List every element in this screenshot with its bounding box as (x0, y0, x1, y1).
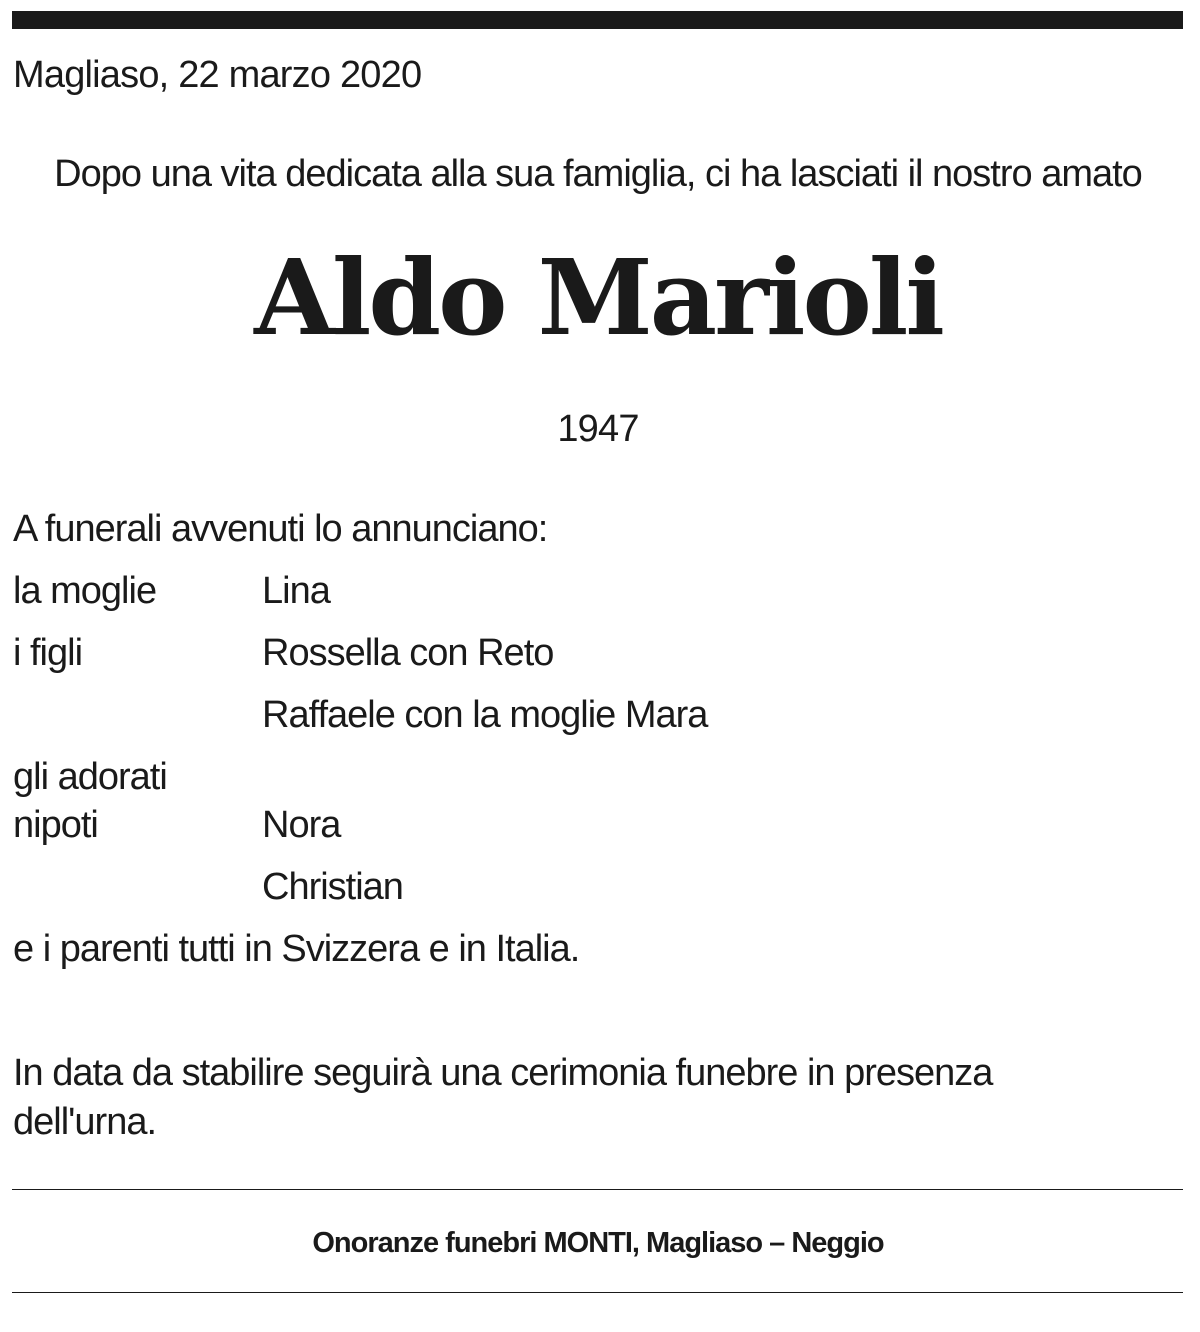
family-relation: nipoti (13, 804, 98, 846)
birth-year: 1947 (557, 408, 639, 450)
footer-bottom-rule (12, 1292, 1183, 1293)
deceased-name: Aldo Marioli (254, 236, 942, 359)
ceremony-text: In data da stabilire seguirà una cerimonia funebre in presenza dell'urna. (13, 1052, 993, 1143)
family-relation: la moglie (13, 570, 157, 612)
relatives-text: e i parenti tutti in Svizzera e in Italia. (13, 928, 580, 970)
family-name: Rossella con Reto (262, 632, 554, 674)
announce-text: A funerali avvenuti lo annunciano: (13, 508, 548, 550)
top-rule (12, 11, 1183, 29)
intro-text: Dopo una vita dedicata alla sua famiglia, ci ha lasciati il nostro amato (54, 153, 1142, 195)
family-name: Raffaele con la moglie Mara (262, 694, 708, 736)
place-date: Magliaso, 22 marzo 2020 (13, 54, 422, 96)
family-name: Lina (262, 570, 330, 612)
funeral-home: Onoranze funebri MONTI, Magliaso – Neggio (312, 1227, 884, 1259)
family-relation: gli adorati (13, 756, 167, 798)
family-relation: i figli (13, 632, 83, 674)
footer-top-rule (12, 1189, 1183, 1190)
family-name: Christian (262, 866, 403, 908)
family-name: Nora (262, 804, 341, 846)
